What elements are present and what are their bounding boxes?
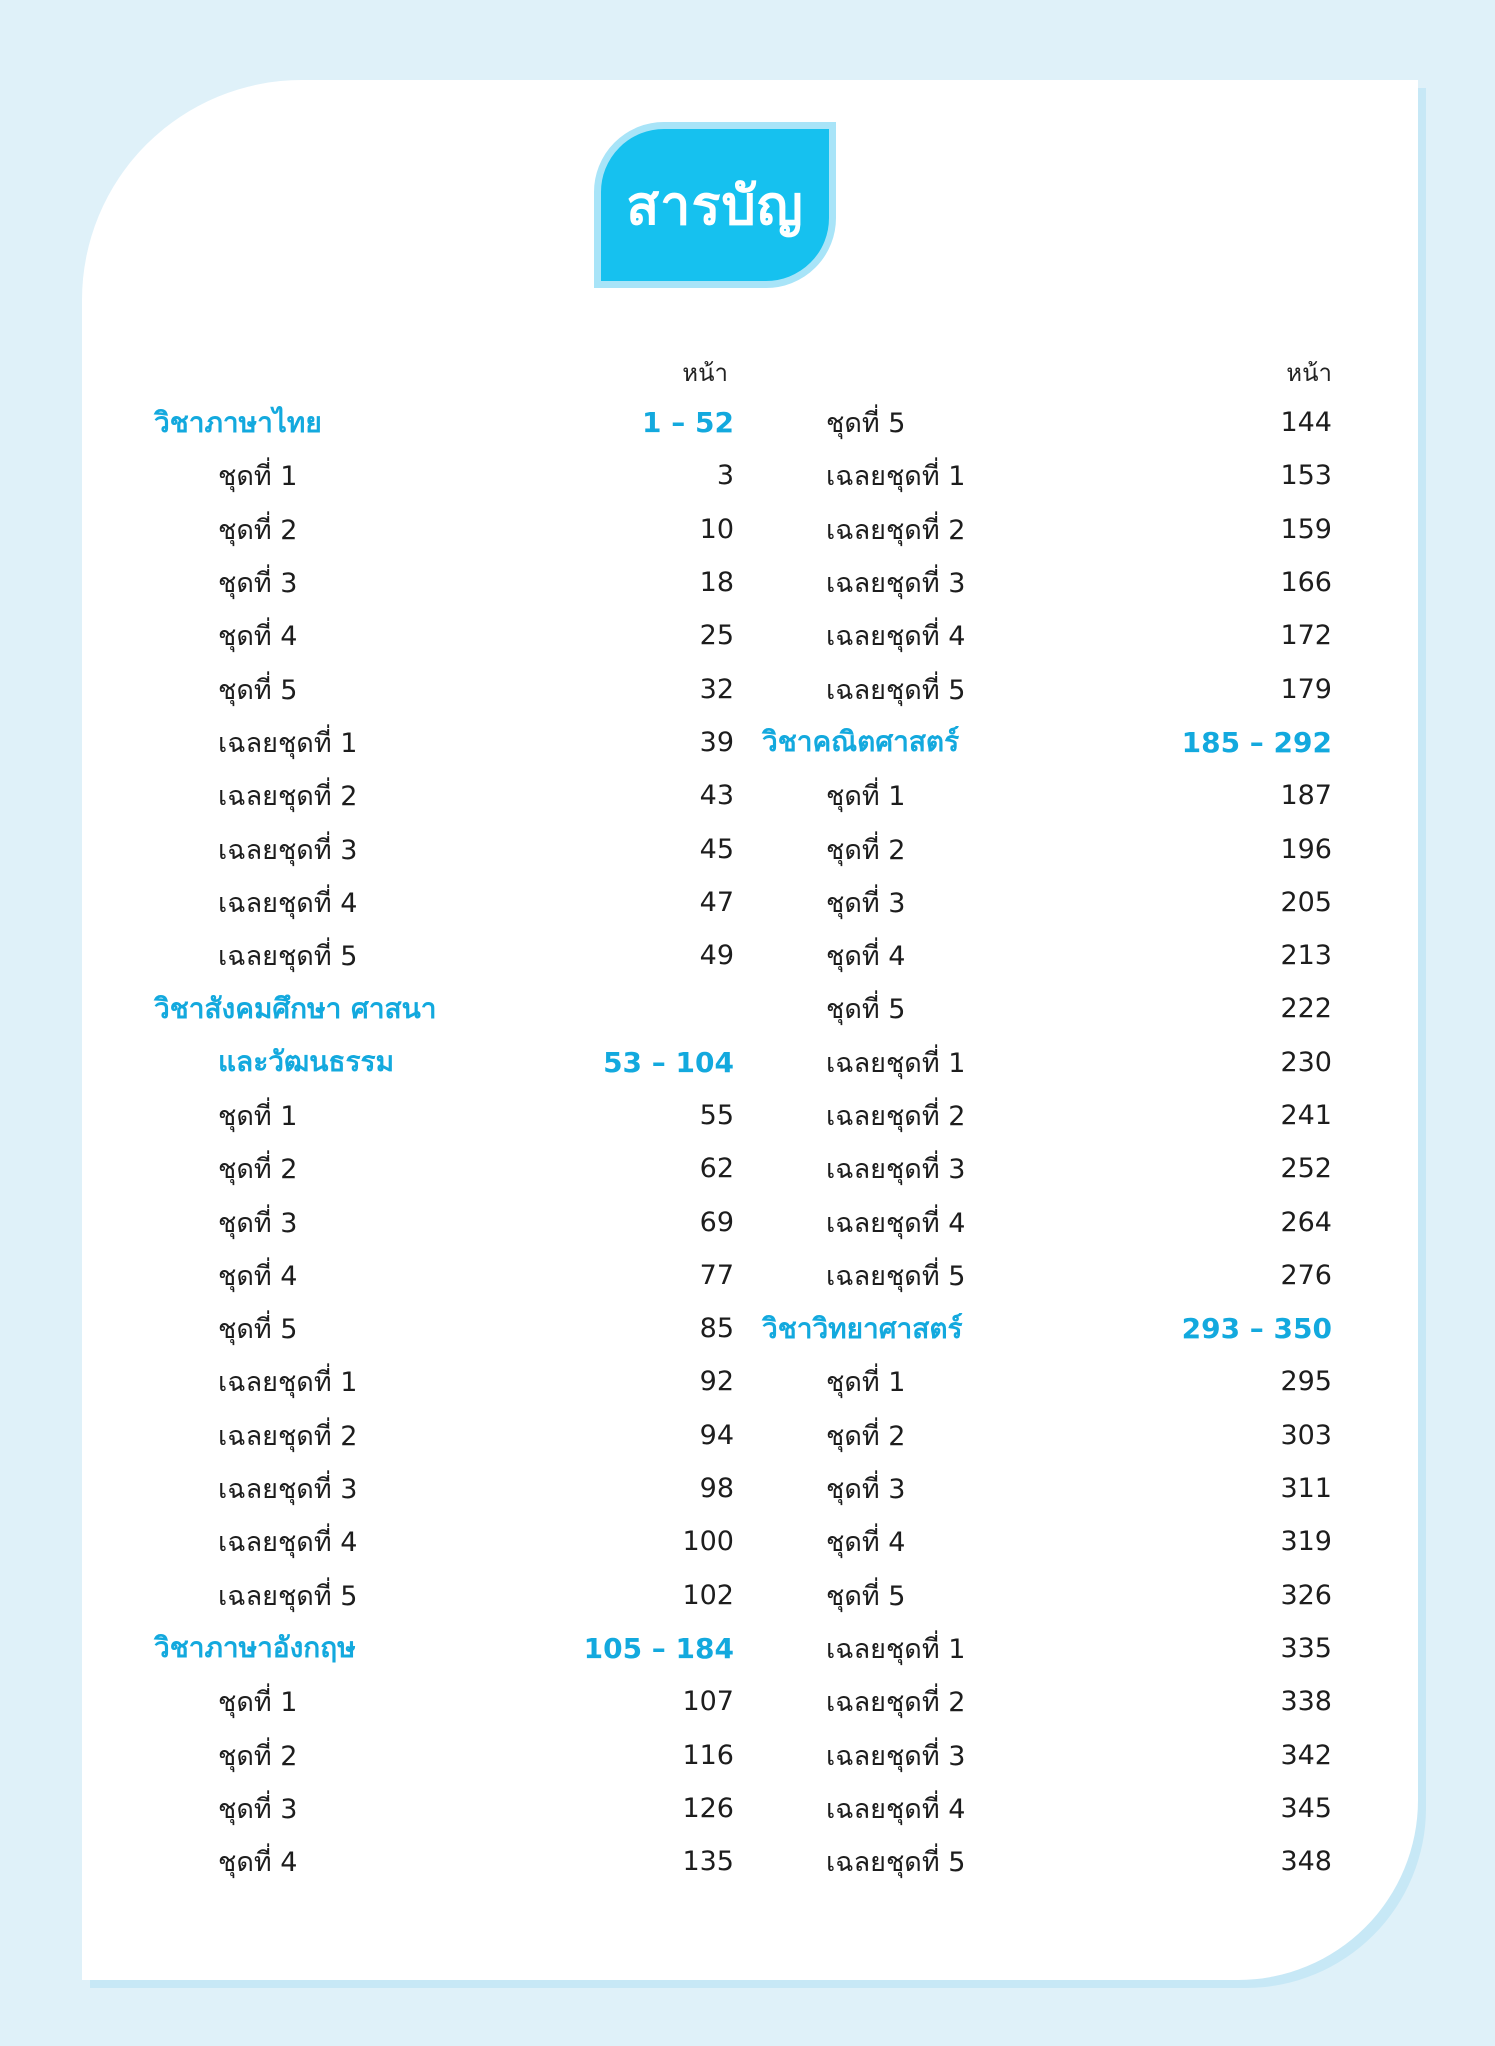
- toc-entry[interactable]: [154, 662, 734, 715]
- toc-entry[interactable]: [762, 396, 1332, 449]
- toc-entry-page: 311: [1280, 1473, 1332, 1505]
- toc-entry-page: 342: [1280, 1739, 1332, 1771]
- toc-entry[interactable]: [154, 1462, 734, 1515]
- toc-entry-page: 293 – 350: [1181, 1312, 1332, 1346]
- toc-entry-page: 222: [1280, 993, 1332, 1025]
- toc-entry-page: 303: [1280, 1419, 1332, 1451]
- toc-entry-page: 3: [716, 460, 734, 492]
- page-title: สารบัญ: [626, 174, 804, 237]
- toc-entry-label: ชุดที่ 1: [218, 1101, 298, 1132]
- toc-entry[interactable]: [154, 1675, 734, 1728]
- toc-section-heading[interactable]: [154, 982, 734, 1035]
- toc-entry[interactable]: [762, 662, 1332, 715]
- toc-entry-page: 252: [1280, 1153, 1332, 1185]
- toc-entry[interactable]: [154, 716, 734, 769]
- toc-entry-label: ชุดที่ 4: [826, 1527, 906, 1559]
- toc-entry-page: 62: [699, 1153, 734, 1185]
- toc-section-heading[interactable]: [762, 1302, 1332, 1355]
- toc-entry-page: 18: [699, 567, 734, 599]
- toc-entry-label: เฉลยชุดที่ 1: [218, 1367, 358, 1399]
- toc-entry-label: เฉลยชุดที่ 2: [218, 781, 358, 813]
- toc-entry-label: วิชาวิทยาศาสตร์: [762, 1311, 963, 1345]
- toc-entry-page: 166: [1280, 567, 1332, 599]
- toc-entry[interactable]: [154, 929, 734, 982]
- toc-entry-label: เฉลยชุดที่ 3: [826, 1740, 966, 1772]
- toc-entry-label: เฉลยชุดที่ 3: [218, 834, 358, 866]
- toc-entry[interactable]: [762, 1195, 1332, 1248]
- toc-entry-label: เฉลยชุดที่ 3: [218, 1474, 358, 1506]
- toc-entry-page: 230: [1280, 1046, 1332, 1078]
- toc-entry[interactable]: [154, 1515, 734, 1568]
- toc-entry[interactable]: [154, 1195, 734, 1248]
- toc-entry-label: ชุดที่ 1: [218, 461, 298, 493]
- toc-entry-label: ชุดที่ 5: [218, 1314, 298, 1346]
- toc-entry-label: ชุดที่ 5: [826, 994, 906, 1026]
- toc-entry-label: เฉลยชุดที่ 3: [826, 568, 966, 600]
- toc-entry-page: 32: [699, 673, 734, 705]
- toc-entry[interactable]: [762, 609, 1332, 662]
- toc-entry[interactable]: [762, 1622, 1332, 1675]
- toc-entry[interactable]: [154, 609, 734, 662]
- toc-entry-page: 85: [699, 1313, 734, 1345]
- toc-entry-label: วิชาสังคมศึกษา ศาสนา: [154, 991, 437, 1025]
- toc-entry-page: 348: [1280, 1846, 1332, 1878]
- toc-entry-page: 241: [1280, 1100, 1332, 1131]
- toc-entry[interactable]: [154, 1782, 734, 1835]
- toc-entry-page: 213: [1280, 940, 1332, 972]
- toc-entry-page: 345: [1280, 1792, 1332, 1824]
- toc-entry-label: เฉลยชุดที่ 2: [826, 1687, 966, 1719]
- toc-entry-page: 264: [1280, 1206, 1332, 1238]
- toc-entry-page: 116: [682, 1739, 734, 1771]
- toc-entry-label: ชุดที่ 2: [218, 1740, 298, 1772]
- toc-entry-label: เฉลยชุดที่ 1: [826, 1633, 966, 1665]
- toc-entry-label: ชุดที่ 1: [826, 1367, 906, 1399]
- toc-entry-label: เฉลยชุดที่ 1: [826, 1047, 966, 1079]
- toc-entry-label: เฉลยชุดที่ 2: [218, 1420, 358, 1452]
- toc-entry-label: เฉลยชุดที่ 5: [218, 941, 358, 973]
- toc-entry-page: 53 – 104: [603, 1045, 734, 1079]
- toc-entry[interactable]: [762, 449, 1332, 502]
- toc-entry[interactable]: [154, 769, 734, 822]
- toc-entry-label: เฉลยชุดที่ 1: [218, 727, 358, 759]
- toc-entry[interactable]: [762, 1728, 1332, 1781]
- toc-entry[interactable]: [154, 822, 734, 875]
- toc-entry[interactable]: [762, 1675, 1332, 1728]
- toc-entry-page: 126: [682, 1792, 734, 1824]
- toc-section-heading[interactable]: [154, 396, 734, 449]
- toc-entry[interactable]: [154, 876, 734, 929]
- toc-entry-page: 144: [1280, 407, 1332, 439]
- toc-entry-label: ชุดที่ 5: [218, 674, 298, 706]
- toc-entry[interactable]: [762, 1462, 1332, 1515]
- toc-entry-label: ชุดที่ 5: [826, 408, 906, 440]
- toc-entry[interactable]: [762, 769, 1332, 822]
- toc-entry[interactable]: [762, 1249, 1332, 1302]
- toc-entry-label: เฉลยชุดที่ 5: [826, 1847, 966, 1879]
- toc-entry[interactable]: [154, 1142, 734, 1195]
- toc-entry-page: 295: [1280, 1366, 1332, 1398]
- toc-entry-label: เฉลยชุดที่ 3: [826, 1154, 966, 1186]
- toc-entry-page: 135: [682, 1846, 734, 1878]
- toc-entry-label: ชุดที่ 1: [826, 781, 906, 813]
- toc-entry[interactable]: [762, 1569, 1332, 1622]
- toc-entry-label: เฉลยชุดที่ 5: [826, 674, 966, 706]
- toc-entry-page: 187: [1280, 780, 1332, 812]
- toc-entry-page: 338: [1280, 1686, 1332, 1718]
- toc-entry-page: 10: [699, 513, 734, 545]
- toc-entry-page: 172: [1280, 620, 1332, 652]
- toc-entry-page: 98: [699, 1473, 734, 1505]
- page-column-header: หน้า: [1286, 359, 1332, 387]
- toc-section-heading[interactable]: [154, 1622, 734, 1675]
- toc-entry[interactable]: [762, 876, 1332, 929]
- toc-entry[interactable]: [154, 1835, 734, 1888]
- toc-entry[interactable]: [762, 929, 1332, 982]
- toc-entry-label: ชุดที่ 5: [826, 1580, 906, 1612]
- toc-entry-page: 326: [1280, 1579, 1332, 1611]
- toc-entry[interactable]: [762, 982, 1332, 1035]
- toc-entry-page: 100: [682, 1526, 734, 1558]
- toc-entry[interactable]: [762, 1409, 1332, 1462]
- toc-list-right: [762, 396, 1332, 1888]
- toc-entry-page: 105 – 184: [583, 1631, 734, 1665]
- toc-entry-label: วิชาภาษาไทย: [154, 405, 322, 439]
- toc-entry-page: 276: [1280, 1259, 1332, 1291]
- toc-entry[interactable]: [154, 1728, 734, 1781]
- toc-entry-page: 159: [1280, 513, 1332, 545]
- toc-entry-label: ชุดที่ 1: [218, 1687, 298, 1719]
- toc-entry-label: เฉลยชุดที่ 1: [826, 461, 966, 493]
- toc-entry-label: เฉลยชุดที่ 4: [218, 1527, 358, 1559]
- toc-section-heading[interactable]: [154, 1036, 734, 1089]
- toc-entry[interactable]: [762, 1089, 1332, 1142]
- toc-entry-page: 45: [699, 833, 734, 865]
- toc-entry[interactable]: [762, 503, 1332, 556]
- toc-entry-page: 77: [699, 1259, 734, 1291]
- toc-entry-page: 196: [1280, 833, 1332, 865]
- toc-entry-label: ชุดที่ 4: [218, 1260, 298, 1292]
- toc-entry-label: เฉลยชุดที่ 2: [826, 1101, 966, 1132]
- toc-entry-label: เฉลยชุดที่ 4: [218, 887, 358, 919]
- toc-entry-label: วิชาคณิตศาสตร์: [762, 725, 960, 759]
- page-column-header: หน้า: [682, 359, 728, 387]
- toc-section-heading[interactable]: [762, 716, 1332, 769]
- toc-entry-page: 94: [699, 1419, 734, 1451]
- toc-entry-page: 49: [699, 940, 734, 972]
- toc-column-left: [154, 350, 734, 1888]
- toc-entry[interactable]: [154, 1355, 734, 1408]
- toc-entry[interactable]: [154, 1409, 734, 1462]
- toc-entry-page: 43: [699, 780, 734, 812]
- toc-entry-label: เฉลยชุดที่ 4: [826, 1207, 966, 1239]
- toc-entry-page: 107: [682, 1686, 734, 1718]
- toc-entry-page: 205: [1280, 886, 1332, 918]
- toc-entry[interactable]: [762, 1782, 1332, 1835]
- toc-entry-label: ชุดที่ 3: [218, 1207, 298, 1239]
- toc-entry[interactable]: [762, 1515, 1332, 1568]
- toc-entry-page: 319: [1280, 1526, 1332, 1558]
- toc-entry-label: ชุดที่ 2: [826, 834, 906, 866]
- toc-entry-label: ชุดที่ 3: [826, 887, 906, 919]
- toc-entry-label: ชุดที่ 2: [218, 1154, 298, 1186]
- toc-entry-page: 69: [699, 1206, 734, 1238]
- toc-entry-label: ชุดที่ 4: [826, 941, 906, 973]
- toc-entry-label: ชุดที่ 2: [826, 1420, 906, 1452]
- toc-entry-label: และวัฒนธรรม: [218, 1045, 395, 1079]
- toc-entry-label: ชุดที่ 4: [218, 1847, 298, 1879]
- toc-entry-page: 1 – 52: [642, 406, 734, 440]
- toc-entry-label: ชุดที่ 3: [826, 1474, 906, 1506]
- toc-entry[interactable]: [762, 822, 1332, 875]
- toc-entry-page: 92: [699, 1366, 734, 1398]
- toc-entry-page: 179: [1280, 673, 1332, 705]
- toc-entry-label: เฉลยชุดที่ 4: [826, 1793, 966, 1825]
- toc-entry[interactable]: [762, 1036, 1332, 1089]
- toc-entry-label: เฉลยชุดที่ 2: [826, 514, 966, 546]
- toc-entry-page: 185 – 292: [1181, 725, 1332, 759]
- toc-entry-page: 335: [1280, 1632, 1332, 1664]
- toc-entry[interactable]: [154, 1569, 734, 1622]
- toc-entry[interactable]: [762, 1142, 1332, 1195]
- toc-entry-page: 153: [1280, 460, 1332, 492]
- toc-entry-label: ชุดที่ 4: [218, 621, 298, 653]
- toc-entry-page: 102: [682, 1579, 734, 1611]
- toc-entry-label: เฉลยชุดที่ 4: [826, 621, 966, 653]
- toc-list-left: [154, 396, 734, 1888]
- toc-entry[interactable]: [154, 556, 734, 609]
- toc-entry[interactable]: [762, 1835, 1332, 1888]
- toc-entry-label: ชุดที่ 3: [218, 568, 298, 600]
- toc-entry[interactable]: [154, 449, 734, 502]
- toc-entry[interactable]: [154, 503, 734, 556]
- toc-entry[interactable]: [762, 1355, 1332, 1408]
- toc-entry-label: ชุดที่ 3: [218, 1793, 298, 1825]
- toc-entry-page: 39: [699, 726, 734, 758]
- title-badge: [594, 122, 836, 288]
- toc-entry[interactable]: [154, 1302, 734, 1355]
- toc-entry[interactable]: [154, 1089, 734, 1142]
- toc-entry-label: วิชาภาษาอังกฤษ: [154, 1631, 356, 1665]
- toc-column-right: [762, 350, 1332, 1888]
- toc-entry-page: 47: [699, 886, 734, 918]
- toc-entry-label: ชุดที่ 2: [218, 514, 298, 546]
- toc-entry[interactable]: [762, 556, 1332, 609]
- toc-entry-label: เฉลยชุดที่ 5: [826, 1260, 966, 1292]
- toc-entry-page: 55: [699, 1100, 734, 1131]
- toc-entry-page: 25: [699, 620, 734, 652]
- toc-entry-label: เฉลยชุดที่ 5: [218, 1580, 358, 1612]
- toc-entry[interactable]: [154, 1249, 734, 1302]
